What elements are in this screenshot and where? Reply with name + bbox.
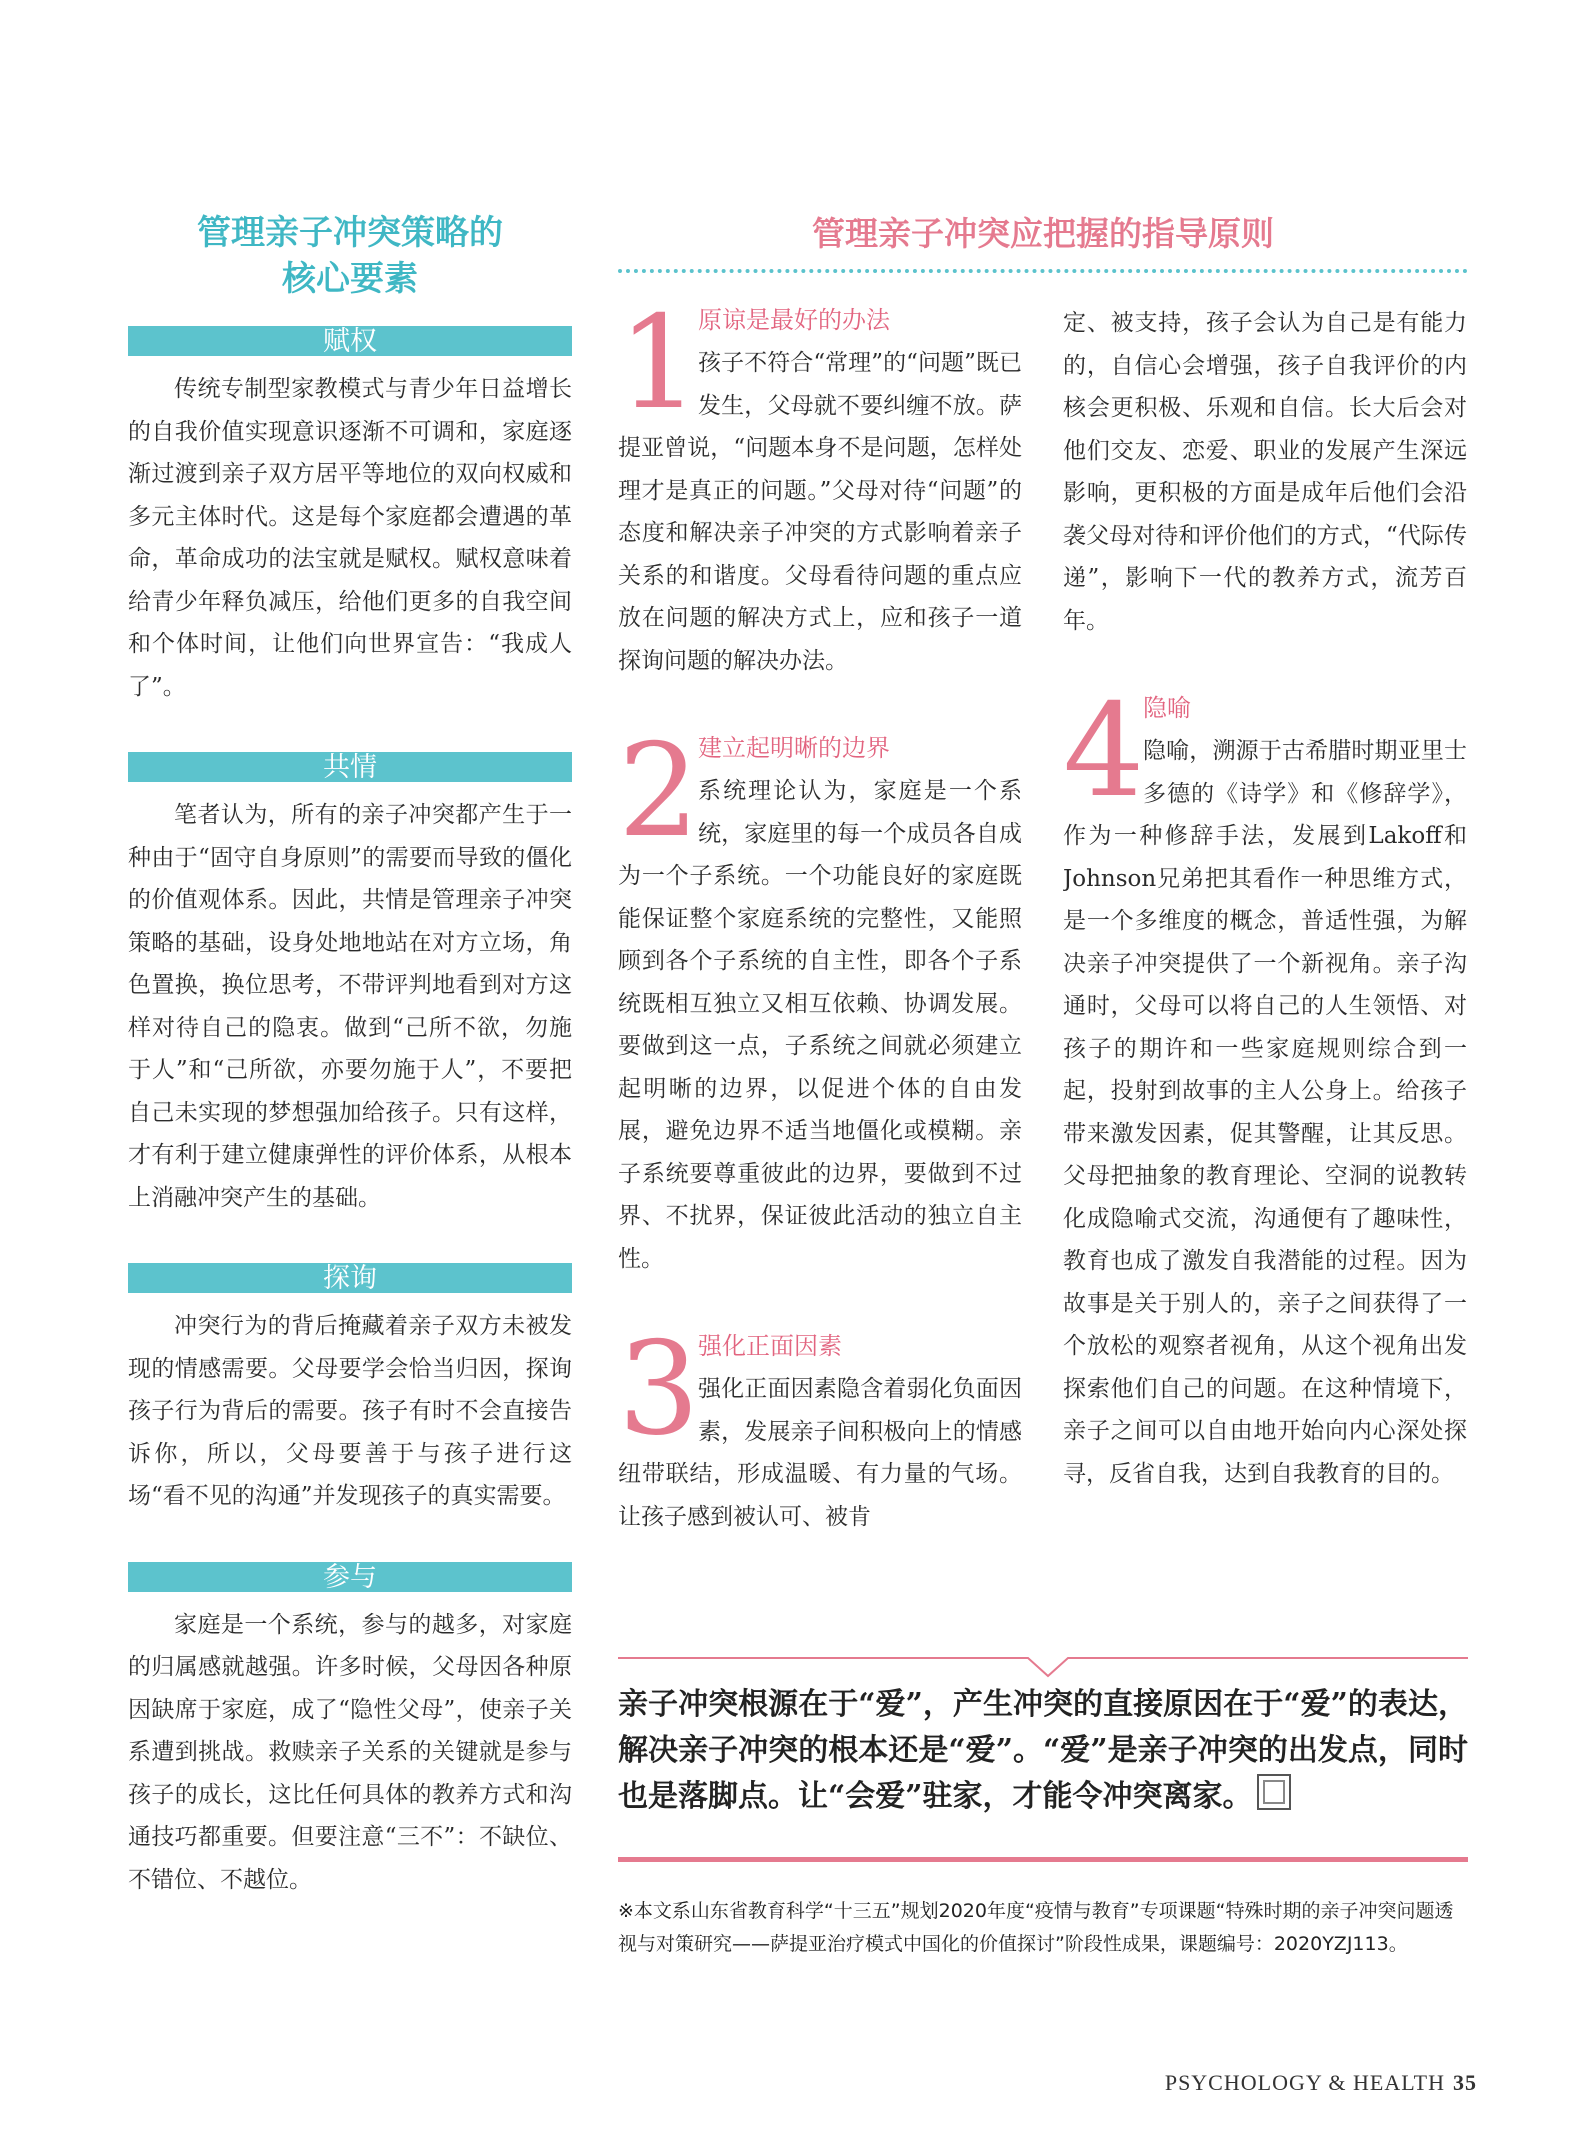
conclusion-body: 亲子冲突根源在于“爱”，产生冲突的直接原因在于“爱”的表达，解决亲子冲突的根本还是“爱”。“爱”是亲子冲突的出发点，同时也是落脚点。让“会爱”驻家，才能令冲突离家。	[618, 1687, 1468, 1814]
principle-heading: 隐喻	[1143, 694, 1191, 722]
callout-divider	[618, 1648, 1468, 1678]
principles-column-1	[618, 302, 1022, 1586]
section-heading: 共情	[128, 752, 572, 782]
principle-heading: 建立起明晰的边界	[698, 734, 890, 762]
section-body: 家庭是一个系统，参与的越多，对家庭的归属感就越强。许多时候，父母因各种原因缺席于家庭，成了“隐性父母”，使亲子关系遭到挑战。救赎亲子关系的关键就是参与孩子的成长，这比任何具体的教养方式和沟通技巧都重要。但要注意“三不”：不缺位、不错位、不越位。	[128, 1611, 572, 1893]
left-column-title: 管理亲子冲突策略的 核心要素	[197, 213, 503, 299]
principle-number: 3	[618, 1328, 700, 1464]
principle-number: 2	[618, 730, 700, 866]
principle-body: 系统理论认为，家庭是一个系统，家庭里的每一个成员各自成为一个子系统。一个功能良好的家庭既能保证整个家庭系统的完整性，又能照顾到各个子系统的自主性，即各个子系统既相互独立又相互依赖、协调发展。要做到这一点，子系统之间就必须建立起明晰的边界，以促进个体的自由发展，避免边界不适当地僵化或模糊。亲子系统要尊重彼此的边界，要做到不过界、不扰界，保证彼此活动的独立自主性。	[618, 778, 1022, 1272]
section-participation	[128, 1562, 572, 1902]
principle-body: 孩子不符合“常理”的“问题”既已发生，父母就不要纠缠不放。萨提亚曾说，“问题本身不是问题，怎样处理才是真正的问题。”父母对待“问题”的态度和解决亲子冲突的方式影响着亲子关系的和谐度。父母看待问题的重点应放在问题的解决方式上，应和孩子一道探询问题的解决办法。	[618, 350, 1022, 674]
section-body: 传统专制型家教模式与青少年日益增长的自我价值实现意识逐渐不可调和，家庭逐渐过渡到亲子双方居平等地位的双向权威和多元主体时代。这是每个家庭都会遭遇的革命，革命成功的法宝就是赋权。赋权意味着给青少年释负减压，给他们更多的自我空间和个体时间，让他们向世界宣告：“我成人了”。	[128, 376, 572, 700]
end-seal-icon	[1257, 1774, 1291, 1810]
pink-divider	[618, 1857, 1468, 1862]
principle-1	[618, 302, 1022, 682]
principle-body: 强化正面因素隐含着弱化负面因素，发展亲子间积极向上的情感纽带联结，形成温暖、有力量的气场。让孩子感到被认可、被肯	[618, 1376, 1022, 1530]
principle-4	[1063, 690, 1467, 1495]
section-empathy	[128, 752, 572, 1219]
principle-number: 4	[1063, 690, 1145, 826]
page-number: 35	[1453, 2070, 1477, 2095]
section-heading: 赋权	[128, 326, 572, 356]
section-heading: 参与	[128, 1562, 572, 1592]
section-body: 冲突行为的背后掩藏着亲子双方未被发现的情感需要。父母要学会恰当归因，探询孩子行为背后的需要。孩子有时不会直接告诉你，所以，父母要善于与孩子进行这场“看不见的沟通”并发现孩子的真实需要。	[128, 1313, 572, 1509]
principle-3-continuation: 定、被支持，孩子会认为自己是有能力的，自信心会增强，孩子自我评价的内核会更积极、乐观和自信。长大后会对他们交友、恋爱、职业的发展产生深远影响，更积极的方面是成年后他们会沿袭父母对待和评价他们的方式，“代际传递”，影响下一代的教养方式，流芳百年。	[1063, 310, 1467, 634]
principle-body: 隐喻，溯源于古希腊时期亚里士多德的《诗学》和《修辞学》，作为一种修辞手法，发展到Lakoff和Johnson兄弟把其看作一种思维方式，是一个多维度的概念，普适性强，为解决亲子冲突提供了一个新视角。亲子沟通时，父母可以将自己的人生领悟、对孩子的期许和一些家庭规则综合到一起，投射到故事的主人公身上。给孩子带来激发因素，促其警醒，让其反思。父母把抽象的教育理论、空洞的说教转化成隐喻式交流，沟通便有了趣味性，教育也成了激发自我潜能的过程。因为故事是关于别人的，亲子之间获得了一个放松的观察者视角，从这个视角出发探索他们自己的问题。在这种情境下，亲子之间可以自由地开始向内心深处探寻，反省自我，达到自我教育的目的。	[1063, 738, 1467, 1487]
section-inquiry	[128, 1263, 572, 1518]
right-section-title: 管理亲子冲突应把握的指导原则	[812, 214, 1274, 253]
section-empowerment	[128, 326, 572, 708]
footnote: ※本文系山东省教育科学“十三五”规划2020年度“疫情与教育”专项课题“特殊时期的亲子冲突问题透视与对策研究——萨提亚治疗模式中国化的价值探讨”阶段性成果，课题编号：2020YZJ113。	[618, 1900, 1454, 1955]
magazine-name: PSYCHOLOGY & HEALTH	[1164, 2070, 1445, 2095]
section-body: 笔者认为，所有的亲子冲突都产生于一种由于“固守自身原则”的需要而导致的僵化的价值观体系。因此，共情是管理亲子冲突策略的基础，设身处地地站在对方立场，角色置换，换位思考，不带评判地看到对方这样对待自己的隐衷。做到“己所不欲，勿施于人”和“己所欲，亦要勿施于人”，不要把自己未实现的梦想强加给孩子。只有这样，才有利于建立健康弹性的评价体系，从根本上消融冲突产生的基础。	[128, 802, 572, 1211]
dotted-divider	[618, 269, 1468, 273]
principle-heading: 原谅是最好的办法	[698, 306, 890, 334]
principle-2	[618, 730, 1022, 1280]
principle-number: 1	[618, 302, 700, 438]
section-heading: 探询	[128, 1263, 572, 1293]
left-column	[128, 210, 572, 1945]
principles-column-2	[1063, 302, 1467, 1543]
principle-heading: 强化正面因素	[698, 1332, 842, 1360]
page-footer	[1165, 2070, 1477, 2096]
principle-3	[618, 1328, 1022, 1538]
conclusion-text	[618, 1682, 1468, 1820]
